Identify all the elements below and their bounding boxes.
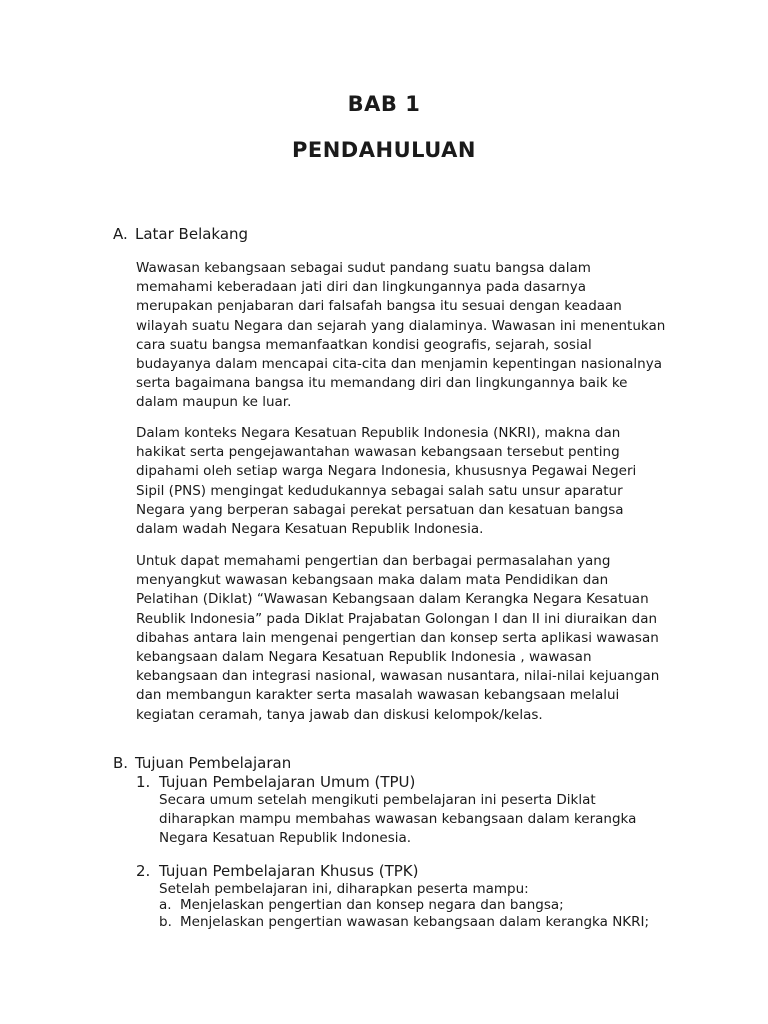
paragraph-line: kebangsaan dalam Negara Kesatuan Republik Indonesia , wawasan xyxy=(136,649,592,666)
section-b-title: Tujuan Pembelajaran xyxy=(135,754,292,772)
paragraph-line: cara suatu bangsa memanfaatkan kondisi geografis, sejarah, sosial xyxy=(136,336,592,353)
section-b-letter: B. xyxy=(113,754,129,772)
paragraph-line: dalam wadah Negara Kesatuan Republik Indonesia. xyxy=(136,521,484,538)
list-item-text: Menjelaskan pengertian wawasan kebangsaan dalam kerangka NKRI; xyxy=(180,914,650,930)
paragraph-line: budayanya dalam mencapai cita-cita dan menjamin kepentingan nasionalnya xyxy=(136,356,662,373)
tpk-title: Tujuan Pembelajaran Khusus (TPK) xyxy=(159,862,419,880)
paragraph-line: Negara yang berperan sabagai perekat persatuan dan kesatuan bangsa xyxy=(136,501,624,518)
paragraph-line: serta bagaimana bangsa itu memandang diri dan lingkungannya baik ke xyxy=(136,375,628,392)
paragraph-line: Reublik Indonesia” pada Diklat Prajabatan Golongan I dan II ini diuraikan dan xyxy=(136,610,658,627)
list-marker: a. xyxy=(159,897,172,913)
paragraph-3 xyxy=(136,552,686,725)
paragraph-2 xyxy=(136,424,686,539)
section-b-heading xyxy=(113,754,291,773)
paragraph-line: dibahas antara lain mengenai pengertian dan konsep serta aplikasi wawasan xyxy=(136,629,659,646)
paragraph-line: kebangsaan dan integrasi nasional, wawasan nusantara, nilai-nilai kejuangan xyxy=(136,668,660,685)
list-item xyxy=(159,897,679,914)
paragraph-line: merupakan penjabaran dari falsafah bangsa itu sesuai dengan keadaan xyxy=(136,298,622,315)
chapter-title: PENDAHULUAN xyxy=(292,138,476,162)
paragraph-line: dipahami oleh setiap warga Negara Indonesia, khususnya Pegawai Negeri xyxy=(136,463,637,480)
paragraph-line: diharapkan mampu membahas wawasan kebangsaan dalam kerangka xyxy=(159,811,637,828)
tpu-paragraph xyxy=(159,791,679,849)
paragraph-line: Negara Kesatuan Republik Indonesia. xyxy=(159,830,412,847)
paragraph-line: menyangkut wawasan kebangsaan maka dalam mata Pendidikan dan xyxy=(136,572,609,589)
paragraph-line: Sipil (PNS) mengingat kedudukannya sebagai salah satu unsur aparatur xyxy=(136,482,623,499)
paragraph-line: Dalam konteks Negara Kesatuan Republik Indonesia (NKRI), makna dan xyxy=(136,425,621,441)
paragraph-line: dan membangun karakter serta masalah wawasan kebangsaan melalui xyxy=(136,687,620,704)
paragraph-line: Setelah pembelajaran ini, diharapkan peserta mampu: xyxy=(159,881,529,897)
tpk-heading xyxy=(136,862,419,881)
chapter-number: BAB 1 xyxy=(347,92,421,116)
section-a-title: Latar Belakang xyxy=(135,225,249,243)
paragraph-line: Pelatihan (Diklat) “Wawasan Kebangsaan dalam Kerangka Negara Kesatuan xyxy=(136,591,649,608)
paragraph-line: wilayah suatu Negara dan sejarah yang dialaminya. Wawasan ini menentukan xyxy=(136,317,666,334)
tpk-number: 2. xyxy=(136,862,151,880)
paragraph-line: Secara umum setelah mengikuti pembelajaran ini peserta Diklat xyxy=(159,792,596,808)
paragraph-line: Wawasan kebangsaan sebagai sudut pandang suatu bangsa dalam xyxy=(136,260,591,276)
paragraph-line: kegiatan ceramah, tanya jawab dan diskusi kelompok/kelas. xyxy=(136,706,543,723)
list-item xyxy=(159,914,679,931)
tpu-title: Tujuan Pembelajaran Umum (TPU) xyxy=(159,773,416,791)
tpu-heading xyxy=(136,773,415,792)
section-a-letter: A. xyxy=(113,225,128,243)
section-a-heading xyxy=(113,225,248,244)
paragraph-1 xyxy=(136,259,686,413)
paragraph-line: Untuk dapat memahami pengertian dan berbagai permasalahan yang xyxy=(136,553,611,569)
paragraph-line: dalam maupun ke luar. xyxy=(136,394,292,411)
list-item-text: Menjelaskan pengertian dan konsep negara dan bangsa; xyxy=(180,897,564,913)
tpk-list xyxy=(159,897,679,931)
paragraph-line: hakikat serta pengejawantahan wawasan kebangsaan tersebut penting xyxy=(136,444,620,461)
tpu-number: 1. xyxy=(136,773,151,791)
paragraph-line: memahami keberadaan jati diri dan lingkungannya pada dasarnya xyxy=(136,279,587,296)
list-marker: b. xyxy=(159,914,172,930)
